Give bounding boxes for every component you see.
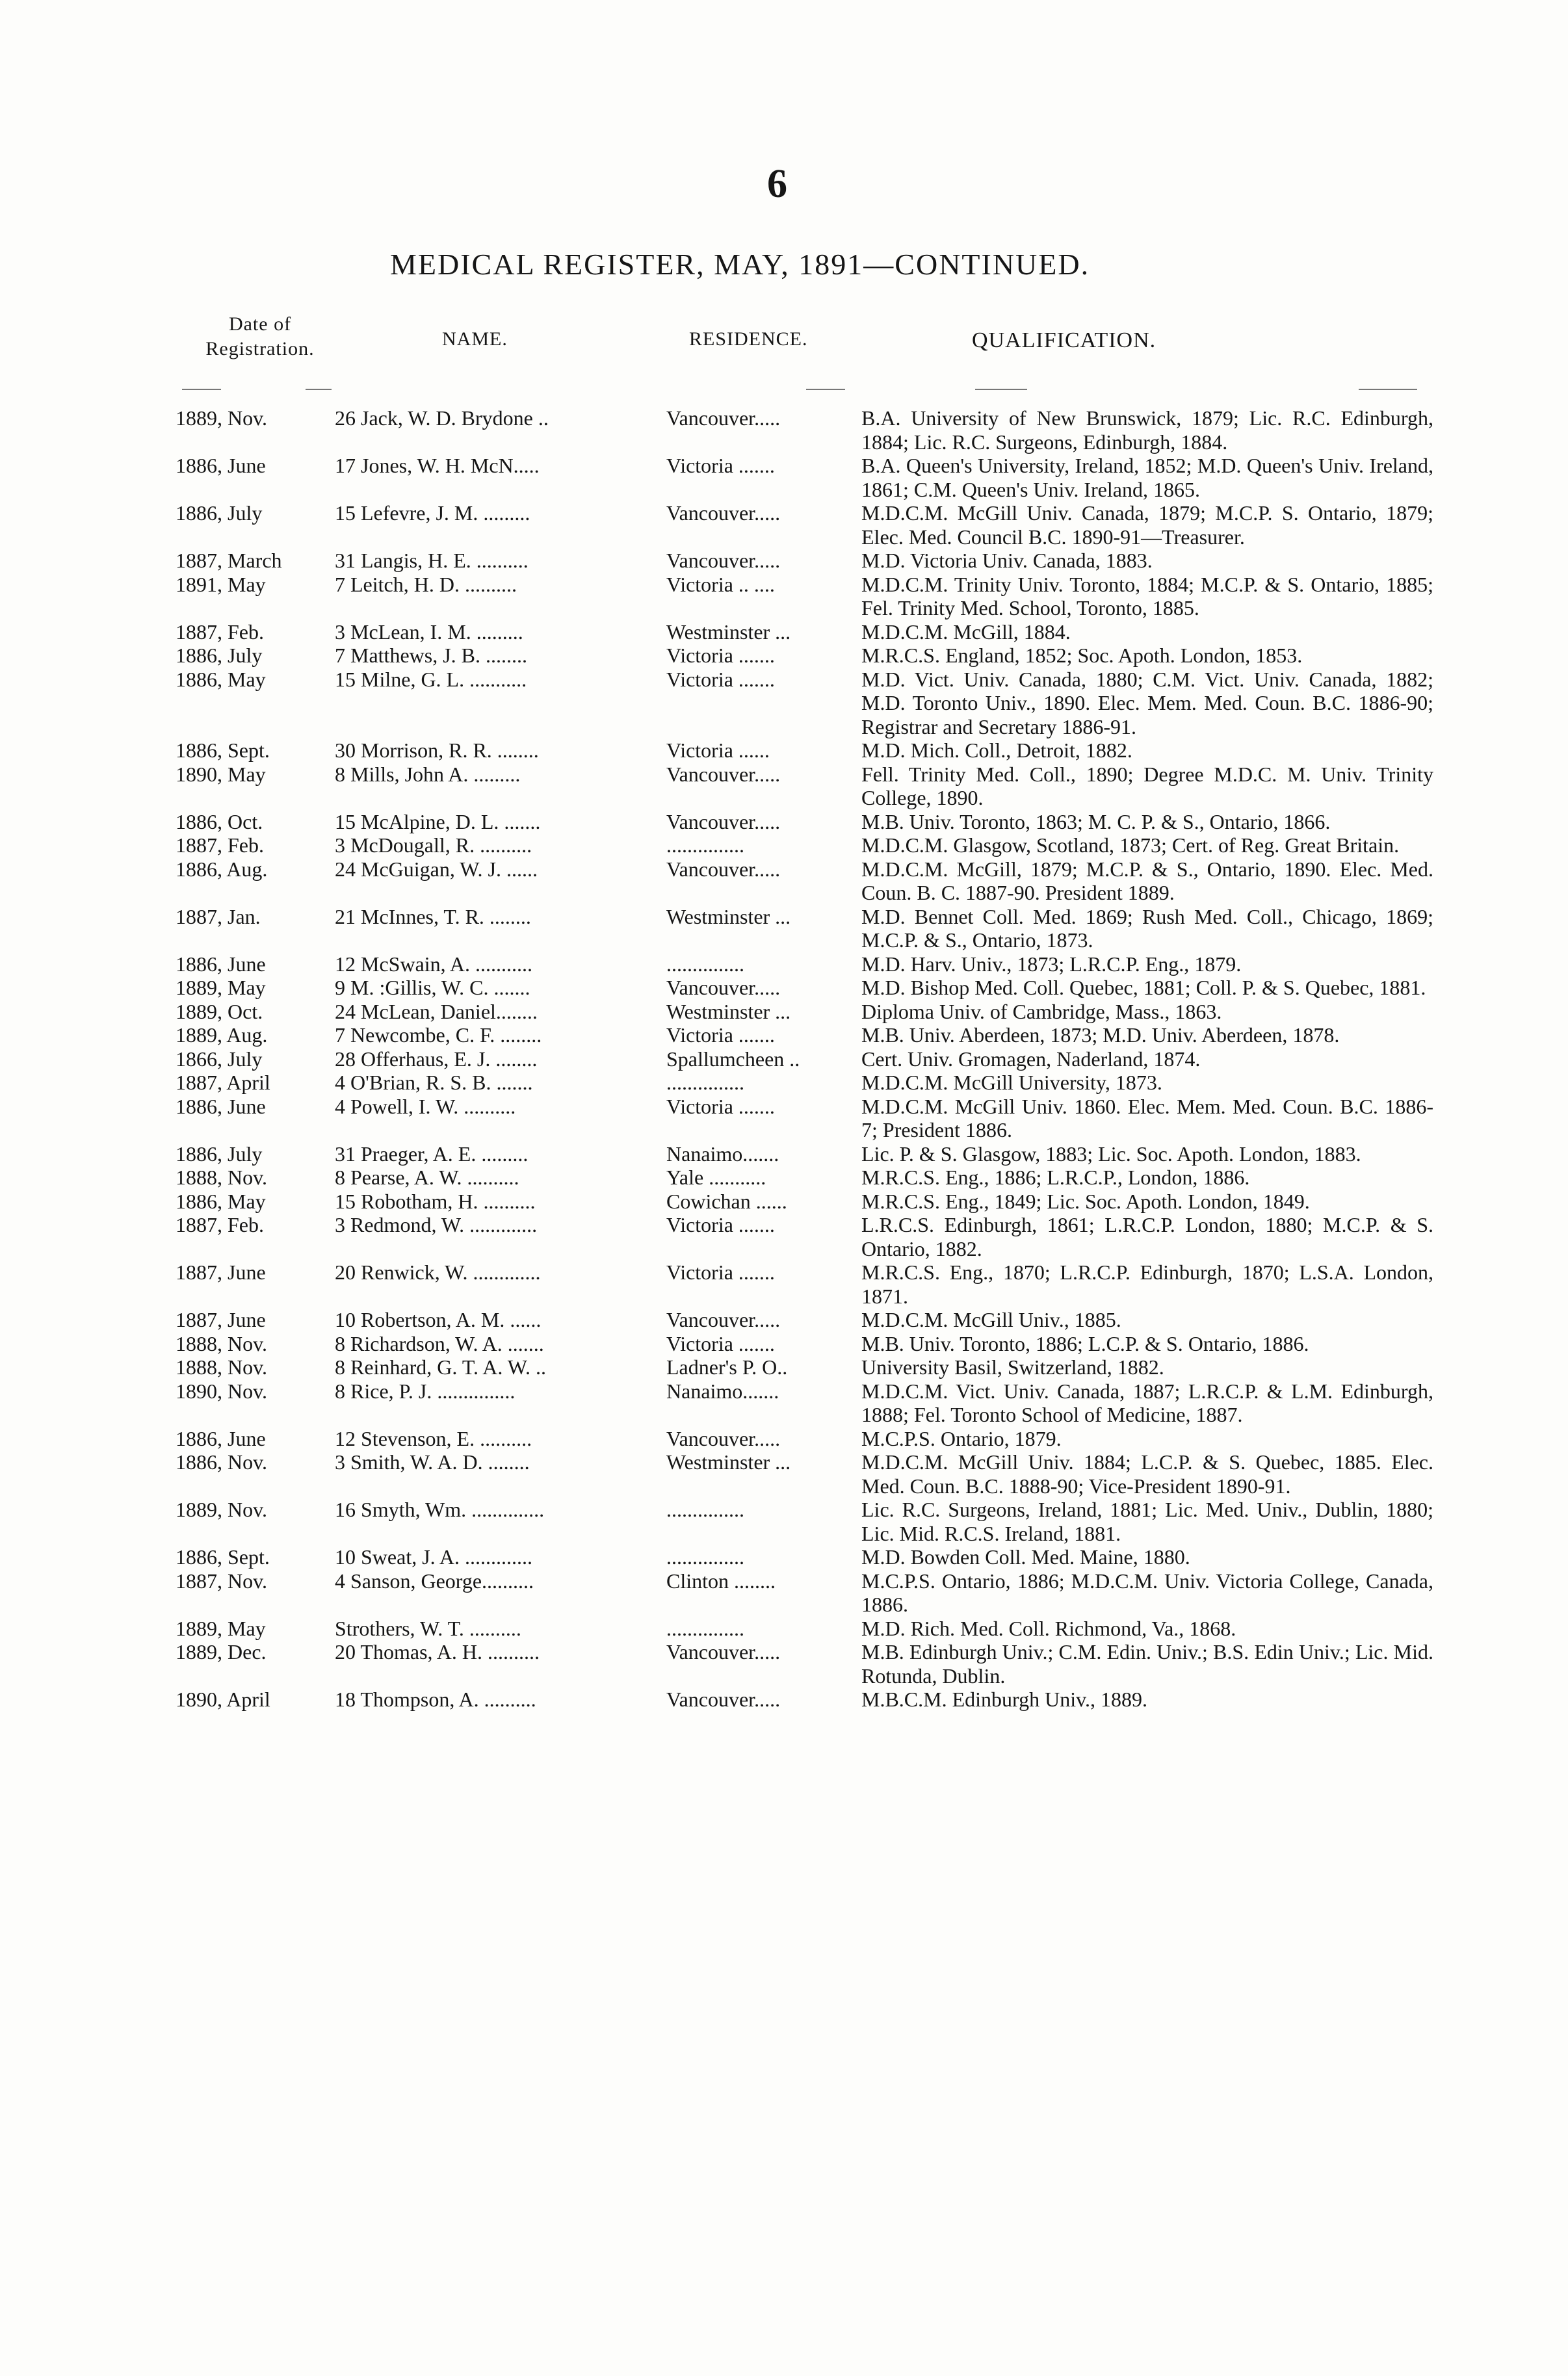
entry-name: 24 McGuigan, W. J. ...... — [335, 857, 538, 881]
entry-name: 8 Rice, P. J. ............... — [335, 1379, 516, 1403]
entry-name: 15 Milne, G. L. ........... — [335, 667, 527, 691]
register-entry — [176, 406, 1437, 454]
entry-qualification: M.C.P.S. Ontario, 1886; M.D.C.M. Univ. Victoria College, Canada, 1886. — [861, 1569, 1433, 1616]
entry-qualification: M.D.C.M. McGill Univ., 1885. — [861, 1308, 1121, 1331]
entry-date: 1887, Jan. — [176, 904, 261, 928]
entry-qualification: M.C.P.S. Ontario, 1879. — [861, 1426, 1062, 1450]
entry-date: 1886, May — [176, 1189, 266, 1213]
entry-date: 1886, June — [176, 454, 266, 477]
entry-qualification: M.D. Mich. Coll., Detroit, 1882. — [861, 738, 1132, 762]
entry-residence: Spallumcheen .. — [666, 1047, 800, 1071]
register-entry — [176, 1355, 1437, 1379]
entry-name: 21 McInnes, T. R. ........ — [335, 904, 531, 928]
entry-name: 15 Robotham, H. .......... — [335, 1189, 536, 1213]
entry-date: 1886, July — [176, 501, 263, 525]
entry-name: 26 Jack, W. D. Brydone .. — [335, 406, 549, 430]
entry-date: 1888, Nov. — [176, 1355, 268, 1379]
entry-name: 9 M. :Gillis, W. C. ....... — [335, 976, 530, 999]
entry-date: 1889, Nov. — [176, 1498, 268, 1521]
entry-name: 20 Thomas, A. H. .......... — [335, 1640, 540, 1664]
entry-name: 18 Thompson, A. .......... — [335, 1688, 536, 1711]
entry-qualification: M.B. Edinburgh Univ.; C.M. Edin. Univ.; B.S. Edin Univ.; Lic. Mid. Rotunda, Dublin. — [861, 1640, 1433, 1688]
entry-name: 31 Langis, H. E. .......... — [335, 549, 529, 572]
entry-name: 3 McLean, I. M. ......... — [335, 620, 523, 644]
entry-name: 12 McSwain, A. ........... — [335, 952, 532, 976]
entry-residence: ............... — [666, 833, 744, 857]
entry-residence: Nanaimo....... — [666, 1379, 779, 1403]
header-rule-date — [182, 389, 221, 390]
entry-qualification: Lic. P. & S. Glasgow, 1883; Lic. Soc. Apoth. London, 1883. — [861, 1142, 1361, 1166]
entry-date: 1886, Sept. — [176, 1545, 270, 1569]
entry-residence: Victoria ....... — [666, 644, 775, 667]
entry-name: 8 Mills, John A. ......... — [335, 762, 521, 786]
entry-residence: Ladner's P. O.. — [666, 1355, 788, 1379]
entry-residence: Vancouver..... — [666, 501, 781, 525]
register-entry — [176, 1260, 1437, 1308]
register-entry — [176, 1427, 1437, 1451]
register-entry — [176, 1000, 1437, 1024]
register-entry — [176, 1332, 1437, 1356]
column-header-date — [182, 312, 338, 361]
entry-name: 10 Robertson, A. M. ...... — [335, 1308, 542, 1331]
entry-name: 4 Sanson, George.......... — [335, 1569, 534, 1593]
entry-residence: Victoria ....... — [666, 667, 775, 691]
entry-residence: Westminster ... — [666, 999, 791, 1023]
entry-qualification: Fell. Trinity Med. Coll., 1890; Degree M.D.C. M. Univ. Trinity College, 1890. — [861, 762, 1433, 809]
register-entry — [176, 668, 1437, 739]
entry-qualification: M.D. Bennet Coll. Med. 1869; Rush Med. Coll., Chicago, 1869; M.C.P. & S., Ontario, 1873. — [861, 904, 1433, 952]
register-entry — [176, 1190, 1437, 1214]
entry-residence: Yale ........... — [666, 1166, 766, 1189]
entry-residence: Vancouver..... — [666, 549, 781, 572]
entry-qualification: M.D.C.M. McGill, 1879; M.C.P. & S., Ontario, 1890. Elec. Med. Coun. B. C. 1887-90. President 1889. — [861, 857, 1433, 904]
entry-name: 10 Sweat, J. A. ............. — [335, 1545, 532, 1569]
entry-qualification: M.D.C.M. McGill, 1884. — [861, 620, 1071, 644]
entry-name: 4 O'Brian, R. S. B. ....... — [335, 1071, 533, 1094]
entry-residence: Vancouver..... — [666, 1426, 781, 1450]
entry-date: 1890, Nov. — [176, 1379, 268, 1403]
entry-name: Strothers, W. T. .......... — [335, 1616, 521, 1640]
register-entry — [176, 1095, 1437, 1142]
entry-date: 1889, Oct. — [176, 999, 263, 1023]
entry-residence: Westminster ... — [666, 620, 791, 644]
entry-qualification: M.D.C.M. McGill University, 1873. — [861, 1071, 1162, 1094]
entry-qualification: M.D. Harv. Univ., 1873; L.R.C.P. Eng., 1879. — [861, 952, 1242, 976]
entry-date: 1886, May — [176, 667, 266, 691]
register-entry — [176, 454, 1437, 501]
entry-date: 1888, Nov. — [176, 1166, 268, 1189]
entry-qualification: M.R.C.S. Eng., 1886; L.R.C.P., London, 1886. — [861, 1166, 1250, 1189]
register-entry — [176, 1047, 1437, 1071]
entry-qualification: M.D.C.M. McGill Univ. Canada, 1879; M.C.P. S. Ontario, 1879; Elec. Med. Council B.C. 1890-91—Treasurer. — [861, 501, 1433, 549]
entry-date: 1886, July — [176, 644, 263, 667]
entry-residence: Vancouver..... — [666, 406, 781, 430]
entry-residence: Cowichan ...... — [666, 1189, 787, 1213]
entry-residence: Victoria .. .... — [666, 572, 775, 596]
register-entry — [176, 1640, 1437, 1688]
register-entry — [176, 1142, 1437, 1166]
entry-name: 7 Matthews, J. B. ........ — [335, 644, 527, 667]
entry-qualification: M.R.C.S. Eng., 1870; L.R.C.P. Edinburgh, 1870; L.S.A. London, 1871. — [861, 1260, 1433, 1308]
register-entry — [176, 1498, 1437, 1545]
entry-qualification: M.R.C.S. Eng., 1849; Lic. Soc. Apoth. London, 1849. — [861, 1189, 1310, 1213]
entry-name: 3 Smith, W. A. D. ........ — [335, 1450, 530, 1474]
entry-name: 12 Stevenson, E. .......... — [335, 1426, 532, 1450]
page-title: MEDICAL REGISTER, MAY, 1891—CONTINUED. — [390, 248, 1090, 281]
register-entry — [176, 644, 1437, 668]
entry-qualification: M.R.C.S. England, 1852; Soc. Apoth. London, 1853. — [861, 644, 1303, 667]
entry-qualification: M.D. Victoria Univ. Canada, 1883. — [861, 549, 1153, 572]
entry-date: 1866, July — [176, 1047, 263, 1071]
entry-residence: ............... — [666, 1545, 744, 1569]
page-number: 6 — [767, 162, 787, 206]
entry-qualification: M.B. Univ. Toronto, 1886; L.C.P. & S. Ontario, 1886. — [861, 1331, 1309, 1355]
entry-date: 1886, June — [176, 1426, 266, 1450]
entry-residence: ............... — [666, 1616, 744, 1640]
entry-date: 1887, Feb. — [176, 833, 264, 857]
register-entry — [176, 810, 1437, 834]
entry-date: 1887, Feb. — [176, 620, 264, 644]
header-rule-qualification — [975, 389, 1027, 390]
entry-qualification: M.D.C.M. Glasgow, Scotland, 1873; Cert. of Reg. Great Britain. — [861, 833, 1400, 857]
entry-date: 1889, Aug. — [176, 1023, 268, 1047]
entry-qualification: L.R.C.S. Edinburgh, 1861; L.R.C.P. London, 1880; M.C.P. & S. Ontario, 1882. — [861, 1213, 1433, 1260]
entry-residence: Vancouver..... — [666, 976, 781, 999]
entry-residence: Westminster ... — [666, 1450, 791, 1474]
register-entry — [176, 1450, 1437, 1498]
entry-residence: Victoria ....... — [666, 454, 775, 477]
register-entry — [176, 573, 1437, 620]
column-header-qualification: QUALIFICATION. — [972, 328, 1156, 352]
entry-residence: Vancouver..... — [666, 1688, 781, 1711]
entry-date: 1888, Nov. — [176, 1331, 268, 1355]
register-entry — [176, 1308, 1437, 1332]
entry-name: 28 Offerhaus, E. J. ........ — [335, 1047, 538, 1071]
register-entry — [176, 905, 1437, 952]
entry-residence: Clinton ........ — [666, 1569, 776, 1593]
entry-residence: ............... — [666, 1498, 744, 1521]
entry-residence: Victoria ....... — [666, 1260, 775, 1284]
entry-qualification: M.D. Bishop Med. Coll. Quebec, 1881; Coll. P. & S. Quebec, 1881. — [861, 976, 1426, 999]
entry-qualification: B.A. Queen's University, Ireland, 1852; M.D. Queen's Univ. Ireland, 1861; C.M. Queen's Univ. Ireland, 1865. — [861, 454, 1433, 501]
register-entry — [176, 738, 1437, 763]
entry-date: 1889, May — [176, 976, 266, 999]
entry-date: 1887, Nov. — [176, 1569, 268, 1593]
register-entry — [176, 1617, 1437, 1641]
header-rule-residence — [806, 389, 845, 390]
entry-date: 1886, July — [176, 1142, 263, 1166]
entry-name: 20 Renwick, W. ............. — [335, 1260, 541, 1284]
entry-name: 3 McDougall, R. .......... — [335, 833, 532, 857]
entry-date: 1889, Nov. — [176, 406, 268, 430]
entry-name: 3 Redmond, W. ............. — [335, 1213, 538, 1236]
entry-name: 4 Powell, I. W. .......... — [335, 1094, 516, 1118]
entry-residence: ............... — [666, 952, 744, 976]
entry-qualification: M.D.C.M. Vict. Univ. Canada, 1887; L.R.C.P. & L.M. Edinburgh, 1888; Fel. Toronto School of Medicine, 1887. — [861, 1379, 1433, 1426]
header-rule-name — [306, 389, 332, 390]
register-entry — [176, 763, 1437, 810]
entry-date: 1887, April — [176, 1071, 270, 1094]
register-entry — [176, 1688, 1437, 1712]
entry-residence: Vancouver..... — [666, 809, 781, 833]
entry-date: 1890, April — [176, 1688, 270, 1711]
entry-residence: Victoria ....... — [666, 1094, 775, 1118]
entry-qualification: Diploma Univ. of Cambridge, Mass., 1863. — [861, 999, 1222, 1023]
entry-residence: Victoria ....... — [666, 1213, 775, 1236]
entry-qualification: Cert. Univ. Gromagen, Naderland, 1874. — [861, 1047, 1201, 1071]
column-header-name: NAME. — [442, 328, 508, 350]
entry-qualification: M.D.C.M. McGill Univ. 1860. Elec. Mem. Med. Coun. B.C. 1886-7; President 1886. — [861, 1094, 1433, 1142]
entry-date: 1887, March — [176, 549, 282, 572]
entry-residence: Vancouver..... — [666, 1308, 781, 1331]
entry-residence: Westminster ... — [666, 904, 791, 928]
entry-qualification: M.D.C.M. McGill Univ. 1884; L.C.P. & S. Quebec, 1885. Elec. Med. Coun. B.C. 1888-90; Vice-President 1890-91. — [861, 1450, 1433, 1498]
entry-date: 1887, Feb. — [176, 1213, 264, 1236]
register-entry — [176, 952, 1437, 976]
column-header-date-line1: Date of — [228, 313, 292, 335]
register-entry — [176, 1213, 1437, 1260]
entry-qualification: M.B.C.M. Edinburgh Univ., 1889. — [861, 1688, 1148, 1711]
entry-qualification: M.D. Vict. Univ. Canada, 1880; C.M. Vict. Univ. Canada, 1882; M.D. Toronto Univ., 1890. Elec. Mem. Med. Coun. B.C. 1886-90; Registrar and Secretary 1886-91. — [861, 667, 1433, 738]
entry-qualification: M.B. Univ. Toronto, 1863; M. C. P. & S., Ontario, 1866. — [861, 809, 1331, 833]
entry-name: 7 Newcombe, C. F. ........ — [335, 1023, 542, 1047]
entry-date: 1886, Nov. — [176, 1450, 268, 1474]
register-entry — [176, 1569, 1437, 1617]
entry-name: 24 McLean, Daniel........ — [335, 999, 538, 1023]
entry-name: 30 Morrison, R. R. ........ — [335, 738, 539, 762]
entry-name: 7 Leitch, H. D. .......... — [335, 572, 517, 596]
register-entry — [176, 1023, 1437, 1047]
register-entry — [176, 833, 1437, 857]
entry-date: 1891, May — [176, 572, 266, 596]
entry-date: 1886, Aug. — [176, 857, 268, 881]
entry-date: 1886, June — [176, 1094, 266, 1118]
register-entry — [176, 857, 1437, 905]
entry-name: 15 McAlpine, D. L. ....... — [335, 809, 541, 833]
entry-residence: ............... — [666, 1071, 744, 1094]
entry-date: 1886, June — [176, 952, 266, 976]
entry-qualification: M.D. Bowden Coll. Med. Maine, 1880. — [861, 1545, 1190, 1569]
column-header-residence: RESIDENCE. — [689, 328, 808, 350]
entry-qualification: M.B. Univ. Aberdeen, 1873; M.D. Univ. Aberdeen, 1878. — [861, 1023, 1340, 1047]
entry-date: 1887, June — [176, 1260, 266, 1284]
entry-name: 8 Pearse, A. W. .......... — [335, 1166, 519, 1189]
column-header-date-line2: Registration. — [205, 338, 315, 359]
entry-qualification: Lic. R.C. Surgeons, Ireland, 1881; Lic. Med. Univ., Dublin, 1880; Lic. Mid. R.C.S. Ireland, 1881. — [861, 1498, 1433, 1545]
entry-residence: Victoria ....... — [666, 1023, 775, 1047]
entry-date: 1889, May — [176, 1616, 266, 1640]
register-entry — [176, 1166, 1437, 1190]
entry-qualification: M.D.C.M. Trinity Univ. Toronto, 1884; M.C.P. & S. Ontario, 1885; Fel. Trinity Med. School, Toronto, 1885. — [861, 572, 1433, 620]
entry-qualification: B.A. University of New Brunswick, 1879; Lic. R.C. Edinburgh, 1884; Lic. R.C. Surgeons, Edinburgh, 1884. — [861, 406, 1433, 454]
entry-residence: Vancouver..... — [666, 1640, 781, 1664]
register-entry — [176, 1071, 1437, 1095]
entry-date: 1889, Dec. — [176, 1640, 267, 1664]
register-entry — [176, 620, 1437, 644]
entry-date: 1886, Oct. — [176, 809, 263, 833]
entry-date: 1887, June — [176, 1308, 266, 1331]
entry-residence: Victoria ...... — [666, 738, 770, 762]
entry-date: 1886, Sept. — [176, 738, 270, 762]
register-entry — [176, 1545, 1437, 1569]
entry-residence: Nanaimo....... — [666, 1142, 779, 1166]
register-entry — [176, 549, 1437, 573]
entry-residence: Victoria ....... — [666, 1331, 775, 1355]
entry-qualification: University Basil, Switzerland, 1882. — [861, 1355, 1164, 1379]
entry-name: 17 Jones, W. H. McN..... — [335, 454, 540, 477]
entry-qualification: M.D. Rich. Med. Coll. Richmond, Va., 1868. — [861, 1616, 1236, 1640]
entry-name: 16 Smyth, Wm. .............. — [335, 1498, 545, 1521]
register-entry — [176, 1379, 1437, 1427]
register-entry — [176, 976, 1437, 1000]
register-entries — [176, 406, 1437, 1712]
entry-residence: Vancouver..... — [666, 857, 781, 881]
entry-name: 31 Praeger, A. E. ......... — [335, 1142, 529, 1166]
header-rule-end — [1359, 389, 1417, 390]
entry-name: 8 Reinhard, G. T. A. W. .. — [335, 1355, 547, 1379]
entry-date: 1890, May — [176, 762, 266, 786]
entry-residence: Vancouver..... — [666, 762, 781, 786]
entry-name: 8 Richardson, W. A. ....... — [335, 1331, 544, 1355]
register-entry — [176, 501, 1437, 549]
entry-name: 15 Lefevre, J. M. ......... — [335, 501, 530, 525]
